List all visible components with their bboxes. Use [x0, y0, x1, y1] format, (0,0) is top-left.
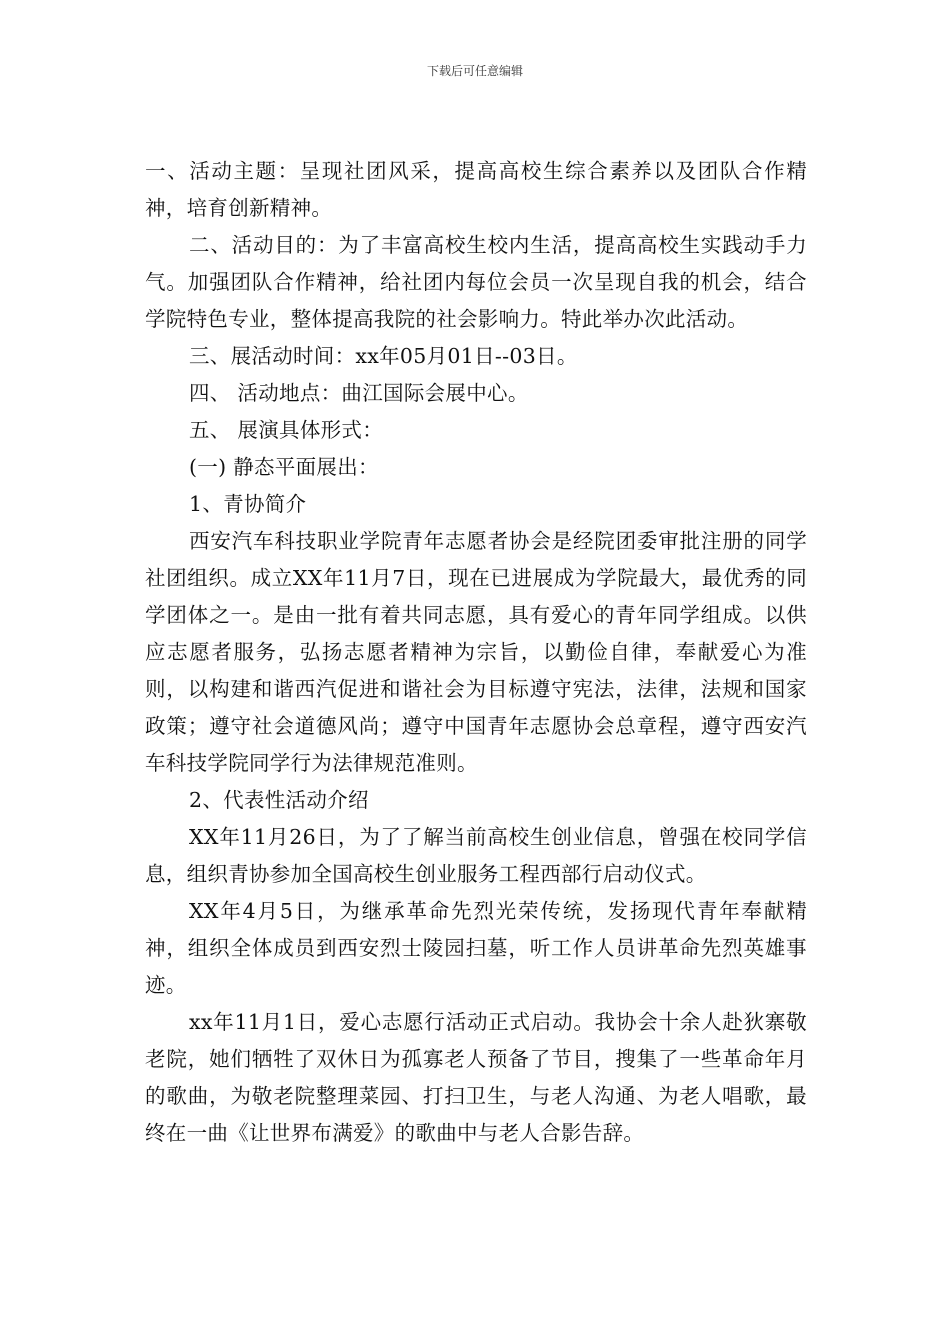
paragraph-activity-time: 三、展活动时间：xx年05月01日--03日。 — [189, 344, 578, 368]
paragraph-activities-heading: 2、代表性活动介绍 — [189, 788, 369, 812]
paragraph-activity-purpose: 二、活动目的：为了丰富高校生校内生活，提高高校生实践动手力气。加强团队合作精神，给社团内每位会员一次呈现自我的机会，结合学院特色专业，整体提高我院的社会影响力。特此举办次此活动。 — [145, 233, 807, 331]
paragraph-activity-martyrs: XX年4月5日，为继承革命先烈光荣传统，发扬现代青年奉献精神，组织全体成员到西安烈士陵园扫墓，听工作人员讲革命先烈英雄事迹。 — [145, 899, 807, 997]
paragraph-activity-elderly-home: xx年11月1日，爱心志愿行活动正式启动。我协会十余人赴狄寨敬老院，她们牺牲了双休日为孤寡老人预备了节目，搜集了一些革命年月的歌曲，为敬老院整理菜园、打扫卫生，与老人沟通、为老人唱歌，最终在一曲《让世界布满爱》的歌曲中与老人合影告辞。 — [145, 1010, 807, 1145]
paragraph-activity-theme: 一、活动主题：呈现社团风采，提高高校生综合素养以及团队合作精神，培育创新精神。 — [145, 159, 807, 220]
paragraph-activity-entrepreneurship: XX年11月26日，为了了解当前高校生创业信息，曾强在校同学信息，组织青协参加全国高校生创业服务工程西部行启动仪式。 — [145, 825, 807, 886]
document-body — [145, 153, 807, 1152]
paragraph-exhibition-format: 五、 展演具体形式： — [189, 418, 384, 442]
paragraph-association-intro: 西安汽车科技职业学院青年志愿者协会是经院团委审批注册的同学社团组织。成立XX年11月7日，现在已进展成为学院最大，最优秀的同学团体之一。是由一批有着共同志愿，具有爱心的青年同学组成。以供应志愿者服务，弘扬志愿者精神为宗旨，以勤俭自律，奉献爱心为准则，以构建和谐西汽促进和谐社会为目标遵守宪法，法律，法规和国家政策；遵守社会道德风尚；遵守中国青年志愿协会总章程，遵守西安汽车科技学院同学行为法律规范准则。 — [145, 529, 807, 775]
paragraph-activity-location: 四、 活动地点：曲江国际会展中心。 — [189, 381, 529, 405]
paragraph-association-intro-heading: 1、青协简介 — [189, 492, 307, 516]
paragraph-static-display: (一) 静态平面展出： — [189, 455, 379, 479]
page-header-note: 下载后可任意编辑 — [426, 64, 523, 78]
